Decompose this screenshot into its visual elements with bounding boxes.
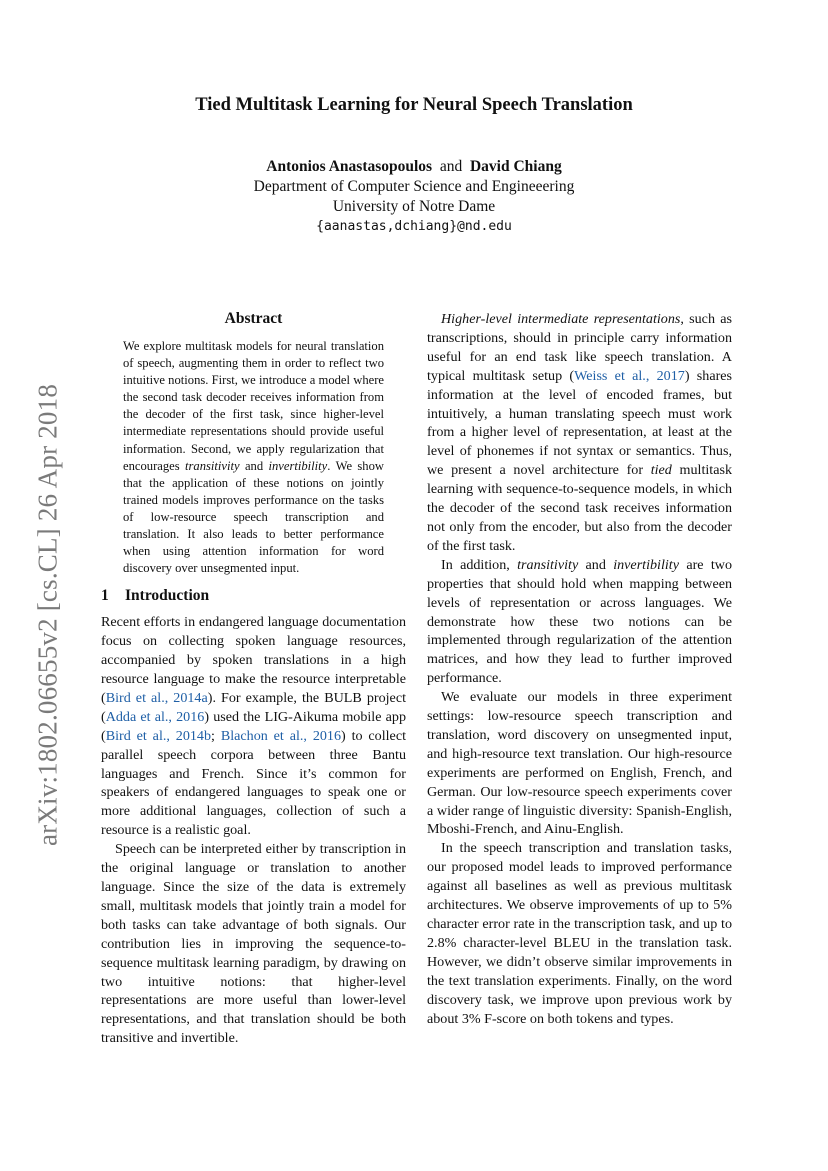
- arxiv-stamp: arXiv:1802.06655v2 [cs.CL] 26 Apr 2018: [32, 383, 63, 847]
- paragraph: In addition, transitivity and invertibility are two properties that should hold when mapping between levels of representation or across languages. We demonstrate how these two notions can be implemented through regularization of the attention matrices, and how they lead to further improved performance.: [427, 556, 732, 687]
- citation-link[interactable]: Weiss et al., 2017: [574, 367, 685, 384]
- citation-link[interactable]: Adda et al., 2016: [105, 708, 205, 725]
- author-email: {aanastas,dchiang}@nd.edu: [316, 219, 512, 234]
- paragraph: Speech can be interpreted either by transcription in the original language or translation to another language. Since the size of the data is extremely small, multitask models that jointly train a model for both tasks can take advantage of both signals. Our contribution lies in improving the sequence-to-sequence multitask learning paradigm, by drawing on two intuitive notions: that higher-level representations are more useful than lower-level representations, and that translation should be both transitive and invertible.: [101, 841, 406, 1047]
- author-name: Antonios Anastasopoulos: [266, 158, 433, 175]
- author-block: [0, 157, 828, 237]
- university: University of Notre Dame: [332, 198, 496, 215]
- abstract-heading: Abstract: [224, 310, 283, 327]
- section-number: 1: [101, 587, 109, 605]
- section-heading-introduction: [101, 587, 406, 605]
- paragraph: Higher-level intermediate representations, such as transcriptions, should in principle carry information useful for an end task like speech translation. A typical multitask setup (Weiss et al., 2017) shares information at the level of encoded frames, but intuitively, a human translating speech must work from a higher level of representation, at least at the level of phonemes if not syntax or semantics. Thus, we present a novel architecture for tied multitask learning with sequence-to-sequence models, in which the decoder of the second task receives information not only from the encoder, but also from the decoder of the first task.: [427, 311, 733, 554]
- abstract-text: We explore multitask models for neural translation of speech, augmenting them in order to reflect two intuitive notions. First, we introduce a model where the second task decoder receives information from the decoder of the first task, since higher-level intermediate representations should provide useful information. Second, we apply regularization that encourages transitivity and invertibility. We show that the application of these notions on jointly trained models improves performance on the tasks of low-resource speech transcription and translation. It also leads to better performance when using attention information for word discovery over unsegmented input.: [123, 339, 384, 576]
- citation-link[interactable]: Bird et al., 2014b: [105, 727, 212, 744]
- author-conjunction: and: [439, 158, 463, 175]
- section-title: Introduction: [125, 587, 210, 605]
- left-column: [101, 310, 406, 1048]
- paper-title: Tied Multitask Learning for Neural Speech Translation: [195, 95, 633, 115]
- paragraph: Recent efforts in endangered language documentation focus on collecting spoken language resources, accompanied by spoken translations in a high resource language to make the resource interpretable (Bird et al., 2014a). For example, the BULB project (Adda et al., 2016) used the LIG-Aikuma mobile app (Bird et al., 2014b; Blachon et al., 2016) to collect parallel speech corpora between three Bantu languages and French. Since it’s common for speakers of endangered languages to speak one or more additional languages, collection of such a resource is a realistic goal.: [101, 614, 406, 839]
- author-names: [0, 157, 828, 177]
- paragraph: We evaluate our models in three experiment settings: low-resource speech transcription and translation, word discovery on unsegmented input, and high-resource text translation. Our high-resource experiments are performed on English, French, and German. Our low-resource speech experiments cover a wider range of linguistic diversity: Spanish-English, Mboshi-French, and Ainu-English.: [427, 689, 732, 838]
- affiliation: Department of Computer Science and Engineeering: [253, 178, 575, 195]
- citation-link[interactable]: Bird et al., 2014a: [105, 689, 208, 706]
- author-name: David Chiang: [469, 158, 562, 175]
- citation-link[interactable]: Blachon et al., 2016: [220, 727, 342, 744]
- right-column: [427, 310, 732, 1028]
- paragraph: In the speech transcription and translation tasks, our proposed model leads to improved performance against all baselines as well as previous multitask architectures. We observe improvements of up to 5% character error rate in the transcription task, and up to 2.8% character-level BLEU in the translation task. However, we didn’t observe similar improvements in the text translation experiments. Finally, on the word discovery task, we improve upon previous work by about 3% F-score on both tokens and types.: [427, 840, 732, 1027]
